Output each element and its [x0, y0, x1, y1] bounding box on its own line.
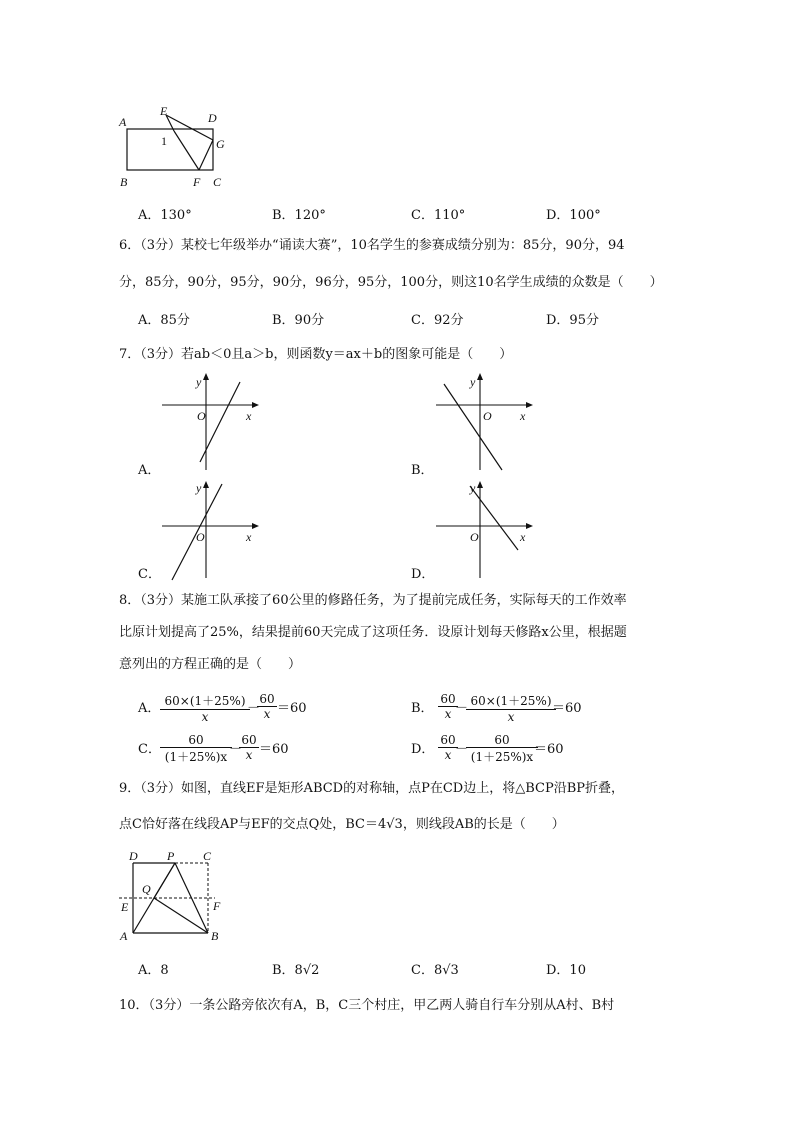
svg-text:x: x [520, 530, 526, 544]
svg-text:x: x [246, 530, 252, 544]
q8-option-a-label: A． [138, 701, 161, 716]
svg-text:y: y [470, 375, 476, 389]
q5-option-a: A．130° [138, 208, 192, 223]
q5-label-E: E [160, 104, 168, 118]
q8-option-c-frac2: $\frac{60}{x}$ [239, 733, 259, 762]
q5-label-F: F [193, 175, 201, 189]
q8-option-a-frac2: $\frac{60}{x}$ [257, 692, 277, 721]
q9-figure [115, 848, 230, 948]
q5-label-1: 1 [161, 134, 167, 148]
q5-label-G: G [216, 137, 225, 151]
q8-option-c-frac1: $\frac{60}{(1+25\%)x}$ [160, 733, 232, 765]
svg-text:E: E [121, 900, 129, 914]
svg-text:Q: Q [142, 882, 151, 896]
svg-text:x: x [520, 409, 526, 423]
q7-graph-b [434, 372, 534, 472]
q8-stem-line1: 8．（3分）某施工队承接了60公里的修路任务，为了提前完成任务，实际每天的工作效率 [119, 593, 627, 608]
q8-option-c-label: C． [138, 742, 161, 757]
q7-graph-a [160, 372, 260, 472]
q6-option-a: A．85分 [138, 313, 190, 328]
q5-option-c: C．110° [411, 208, 466, 223]
q6-stem-line1: 6．（3分）某校七年级举办“诵读大赛”，10名学生的参赛成绩分别为：85分，90分，94 [119, 238, 625, 253]
q9-option-b: B．8√2 [272, 963, 320, 978]
svg-text:O: O [483, 409, 492, 423]
q5-option-d: D．100° [546, 208, 601, 223]
q5-figure [115, 100, 245, 192]
q8-stem-line3: 意列出的方程正确的是（ ） [119, 657, 302, 672]
svg-text:A: A [120, 929, 128, 943]
q8-option-b-frac1: $\frac{60}{x}$ [438, 692, 458, 721]
q6-option-d: D．95分 [546, 313, 599, 328]
svg-text:y: y [196, 375, 202, 389]
svg-text:y: y [196, 481, 202, 495]
q9-option-c: C．8√3 [411, 963, 459, 978]
svg-text:C: C [203, 849, 212, 863]
svg-text:y: y [470, 481, 476, 495]
q8-option-b-frac2: $\frac{60\times(1+25\%)}{x}$ [466, 692, 556, 724]
q9-option-d: D．10 [546, 963, 586, 978]
q8-option-a-frac1: $\frac{60\times(1+25\%)}{x}$ [160, 692, 250, 724]
q5-label-B: B [120, 175, 128, 189]
svg-text:O: O [470, 530, 479, 544]
q7-option-d: D． [411, 567, 435, 582]
svg-text:B: B [211, 929, 219, 943]
q9-option-a: A．8 [138, 963, 169, 978]
q9-stem-line1: 9．（3分）如图，直线EF是矩形ABCD的对称轴，点P在CD边上，将△BCP沿BP折叠， [119, 781, 625, 796]
q5-label-D: D [208, 111, 217, 125]
q5-label-C: C [213, 175, 222, 189]
q5-label-A: A [119, 115, 127, 129]
svg-text:F: F [213, 899, 221, 913]
q7-stem: 7．（3分）若ab＜0且a＞b，则函数y＝ax＋b的图象可能是（ ） [119, 347, 513, 362]
svg-text:O: O [197, 409, 206, 423]
q9-stem-line2: 点C恰好落在线段AP与EF的交点Q处，BC＝4√3，则线段AB的长是（ ） [119, 817, 565, 832]
q7-graph-d [434, 480, 534, 580]
svg-text:O: O [196, 530, 205, 544]
q8-option-b-label: B． [411, 701, 434, 716]
q8-option-d-frac2: $\frac{60}{(1+25\%)x}$ [466, 733, 538, 765]
svg-text:D: D [129, 849, 138, 863]
q7-option-a: A． [138, 463, 161, 478]
q6-option-b: B．90分 [272, 313, 325, 328]
q7-graph-c [160, 480, 260, 580]
q8-stem-line2: 比原计划提高了25%，结果提前60天完成了这项任务．设原计划每天修路x公里，根据题 [119, 625, 627, 640]
q8-option-d-frac1: $\frac{60}{x}$ [438, 733, 458, 762]
svg-text:P: P [167, 849, 175, 863]
q10-stem-line1: 10．（3分）一条公路旁依次有A，B，C三个村庄，甲乙两人骑自行车分别从A村、B村 [119, 998, 615, 1013]
q6-stem-line2: 分，85分，90分，95分，90分，96分，95分，100分，则这10名学生成绩的众数是（ ） [119, 275, 663, 290]
svg-text:x: x [246, 409, 252, 423]
q7-option-b: B． [411, 463, 434, 478]
q7-option-c: C． [138, 567, 161, 582]
q5-option-b: B．120° [272, 208, 326, 223]
q8-option-d-label: D． [411, 742, 435, 757]
q6-option-c: C．92分 [411, 313, 464, 328]
